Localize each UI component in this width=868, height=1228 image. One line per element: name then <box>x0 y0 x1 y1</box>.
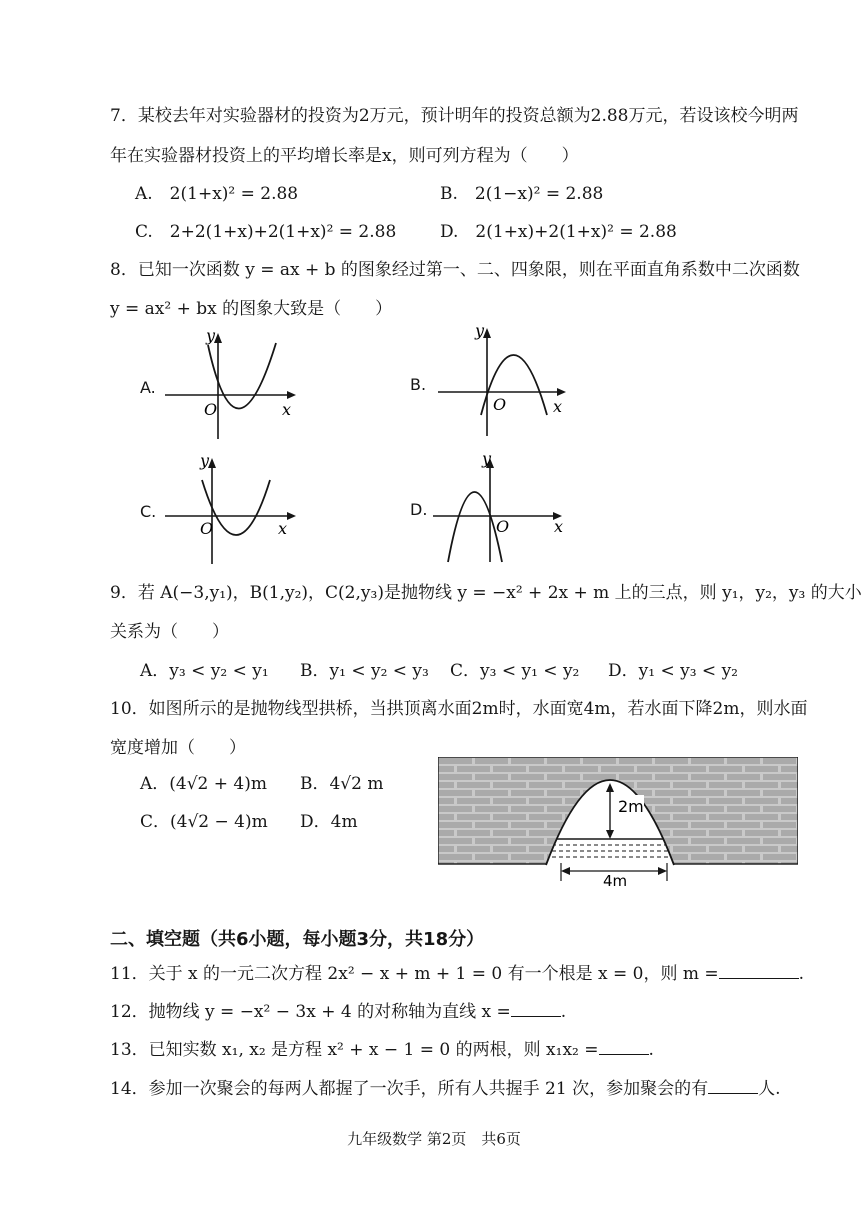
q10-stem-line1: 10．如图所示的是抛物线型拱桥，当拱顶离水面2m时，水面宽4m，若水面下降2m，则水面 <box>110 699 808 719</box>
arch-width-label: 4m <box>603 872 628 887</box>
q8d-origin-label: O <box>496 517 510 536</box>
arch-height-label: 2m <box>618 797 644 816</box>
q8a-x-label: x <box>282 400 292 419</box>
q9-option-a: A．y₃ < y₂ < y₁ <box>140 661 269 681</box>
q12-blank[interactable] <box>511 1000 561 1017</box>
q8-label-a: A. <box>140 378 156 397</box>
q8-label-d: D. <box>410 500 428 519</box>
q10-option-c: C．(4√2 − 4)m <box>140 812 268 832</box>
q8-graph-c <box>160 450 300 568</box>
q11-text: 11．关于 x 的一元二次方程 2x² − x + m + 1 = 0 有一个根是 x = 0，则 m = <box>110 964 719 984</box>
q8-graph-b <box>435 320 575 438</box>
q8b-y-label: y <box>475 321 485 340</box>
q13-blank[interactable] <box>599 1038 649 1055</box>
q8-stem-line2: y = ax² + bx 的图象大致是（ ） <box>110 299 393 319</box>
q12-text: 12．抛物线 y = −x² − 3x + 4 的对称轴为直线 x = <box>110 1002 511 1022</box>
q8c-origin-label: O <box>200 519 214 538</box>
q14-blank[interactable] <box>708 1077 758 1094</box>
q9-option-b: B．y₁ < y₂ < y₃ <box>300 661 429 681</box>
q8b-origin-label: O <box>493 395 507 414</box>
q9-option-d: D．y₁ < y₃ < y₂ <box>608 661 738 681</box>
q9-stem-line1: 9．若 A(−3,y₁)，B(1,y₂)，C(2,y₃)是抛物线 y = −x² + 2x + m 上的三点，则 y₁，y₂，y₃ 的大小 <box>110 583 862 603</box>
q8-stem-line1: 8．已知一次函数 y = ax + b 的图象经过第一、二、四象限，则在平面直角系数中二次函数 <box>110 260 800 280</box>
q8c-x-label: x <box>278 519 288 538</box>
q10-option-b: B．4√2 m <box>300 774 384 794</box>
q9-option-c: C．y₃ < y₁ < y₂ <box>450 661 580 681</box>
q10-option-d: D．4m <box>300 812 358 832</box>
q8-label-c: C. <box>140 502 157 521</box>
q8b-x-label: x <box>553 397 563 416</box>
q10-stem-line2: 宽度增加（ ） <box>110 738 246 758</box>
arch-bridge-figure <box>438 757 798 887</box>
q8-graph-a <box>160 325 300 443</box>
q14-text: 14．参加一次聚会的每两人都握了一次手，所有人共握手 21 次，参加聚会的有 <box>110 1079 709 1099</box>
q11 <box>110 962 804 985</box>
q8d-y-label: y <box>482 450 492 468</box>
q9-stem-line2: 关系为（ ） <box>110 622 229 642</box>
q7-option-c: C. 2+2(1+x)+2(1+x)² = 2.88 <box>135 222 397 242</box>
q14-end: 人. <box>758 1079 781 1099</box>
q10-option-a: A．(4√2 + 4)m <box>140 774 267 794</box>
q11-end: . <box>798 964 805 984</box>
q8-graph-d <box>430 450 570 568</box>
q8d-x-label: x <box>554 517 564 536</box>
q7-stem-line1: 7．某校去年对实验器材的投资为2万元，预计明年的投资总额为2.88万元，若设该校今明两 <box>110 106 799 126</box>
page-footer: 九年级数学 第2页 共6页 <box>347 1130 521 1148</box>
q8a-origin-label: O <box>204 400 218 419</box>
q7-stem-line2: 年在实验器材投资上的平均增长率是x，则可列方程为（ ） <box>110 146 579 166</box>
q8a-y-label: y <box>206 326 216 345</box>
q7-option-d: D. 2(1+x)+2(1+x)² = 2.88 <box>440 222 677 242</box>
q8c-y-label: y <box>200 451 210 470</box>
q7-option-a: A. 2(1+x)² = 2.88 <box>135 184 299 204</box>
section-fill-in-title: 二、填空题（共6小题，每小题3分，共18分） <box>110 929 485 950</box>
q12 <box>110 1000 566 1023</box>
q14 <box>110 1077 780 1100</box>
q7-option-b: B. 2(1−x)² = 2.88 <box>440 184 604 204</box>
q13 <box>110 1038 654 1061</box>
q11-blank[interactable] <box>719 962 799 979</box>
q12-end: . <box>560 1002 567 1022</box>
q13-end: . <box>648 1040 654 1060</box>
q8-label-b: B. <box>410 375 427 394</box>
q13-text: 13．已知实数 x₁, x₂ 是方程 x² + x − 1 = 0 的两根，则 x₁x₂ = <box>110 1040 599 1060</box>
